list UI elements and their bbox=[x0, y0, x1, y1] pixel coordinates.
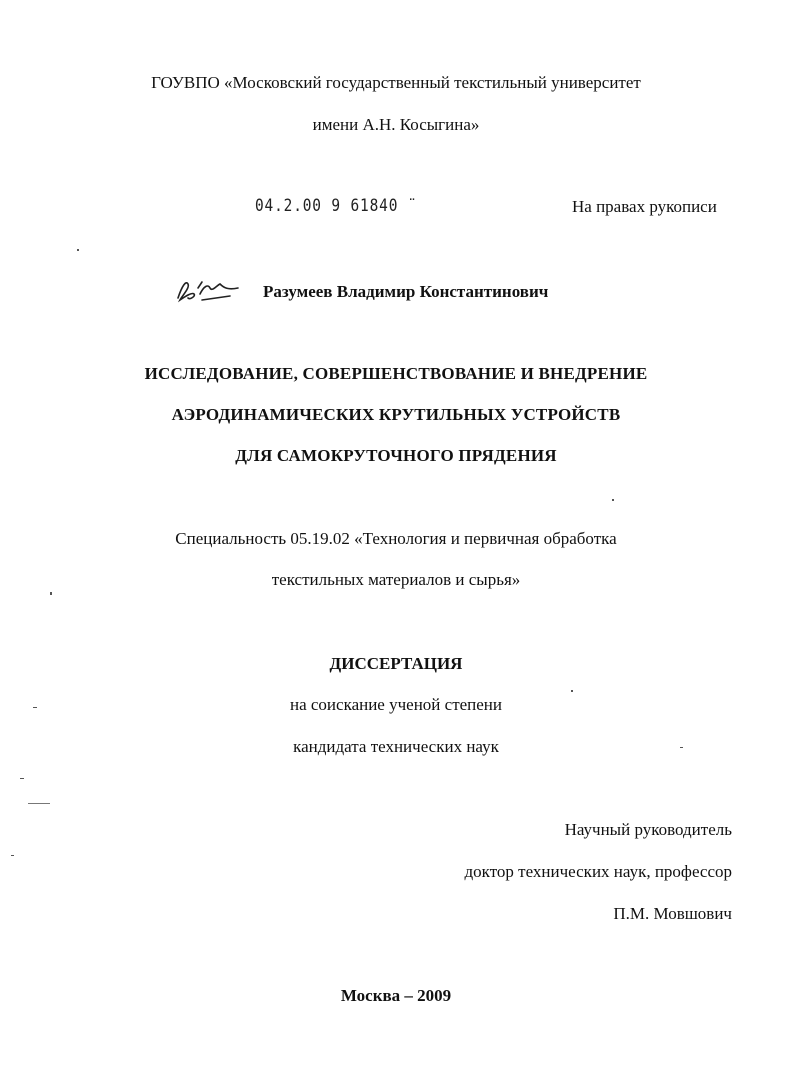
city-year: Москва – 2009 bbox=[340, 986, 452, 1005]
scan-speck bbox=[680, 747, 683, 748]
scan-speck bbox=[11, 855, 14, 856]
title-line-2: АЭРОДИНАМИЧЕСКИХ КРУТИЛЬНЫХ УСТРОЙСТВ bbox=[171, 405, 621, 424]
scan-speck bbox=[20, 778, 24, 779]
registration-number: 04.2.00 9 61840 ¨ bbox=[255, 196, 418, 216]
supervisor-degree: доктор технических наук, профессор bbox=[464, 862, 732, 881]
institution-line-1: ГОУВПО «Московский государственный текстильный университет bbox=[151, 73, 641, 92]
supervisor-name: П.М. Мовшович bbox=[613, 904, 732, 923]
scan-speck bbox=[571, 690, 573, 692]
scan-speck bbox=[50, 592, 52, 595]
specialty-line-2: текстильных материалов и сырья» bbox=[271, 570, 521, 589]
scan-speck bbox=[28, 803, 50, 804]
supervisor-role: Научный руководитель bbox=[564, 820, 732, 839]
scan-speck bbox=[77, 249, 79, 251]
author-name: Разумеев Владимир Константинович bbox=[263, 282, 549, 301]
author-signature bbox=[172, 276, 242, 306]
rights-note: На правах рукописи bbox=[572, 197, 717, 216]
specialty-line-1: Специальность 05.19.02 «Технология и первичная обработка bbox=[175, 529, 617, 548]
scan-speck bbox=[33, 707, 37, 708]
degree-line-2: кандидата технических наук bbox=[293, 737, 499, 756]
scan-speck bbox=[612, 499, 614, 501]
title-line-1: ИССЛЕДОВАНИЕ, СОВЕРШЕНСТВОВАНИЕ И ВНЕДРЕНИЕ bbox=[144, 364, 648, 383]
title-line-3: ДЛЯ САМОКРУТОЧНОГО ПРЯДЕНИЯ bbox=[235, 446, 557, 465]
institution-line-2: имени А.Н. Косыгина» bbox=[312, 115, 480, 134]
dissertation-label: ДИССЕРТАЦИЯ bbox=[329, 654, 463, 673]
degree-line-1: на соискание ученой степени bbox=[289, 695, 503, 714]
